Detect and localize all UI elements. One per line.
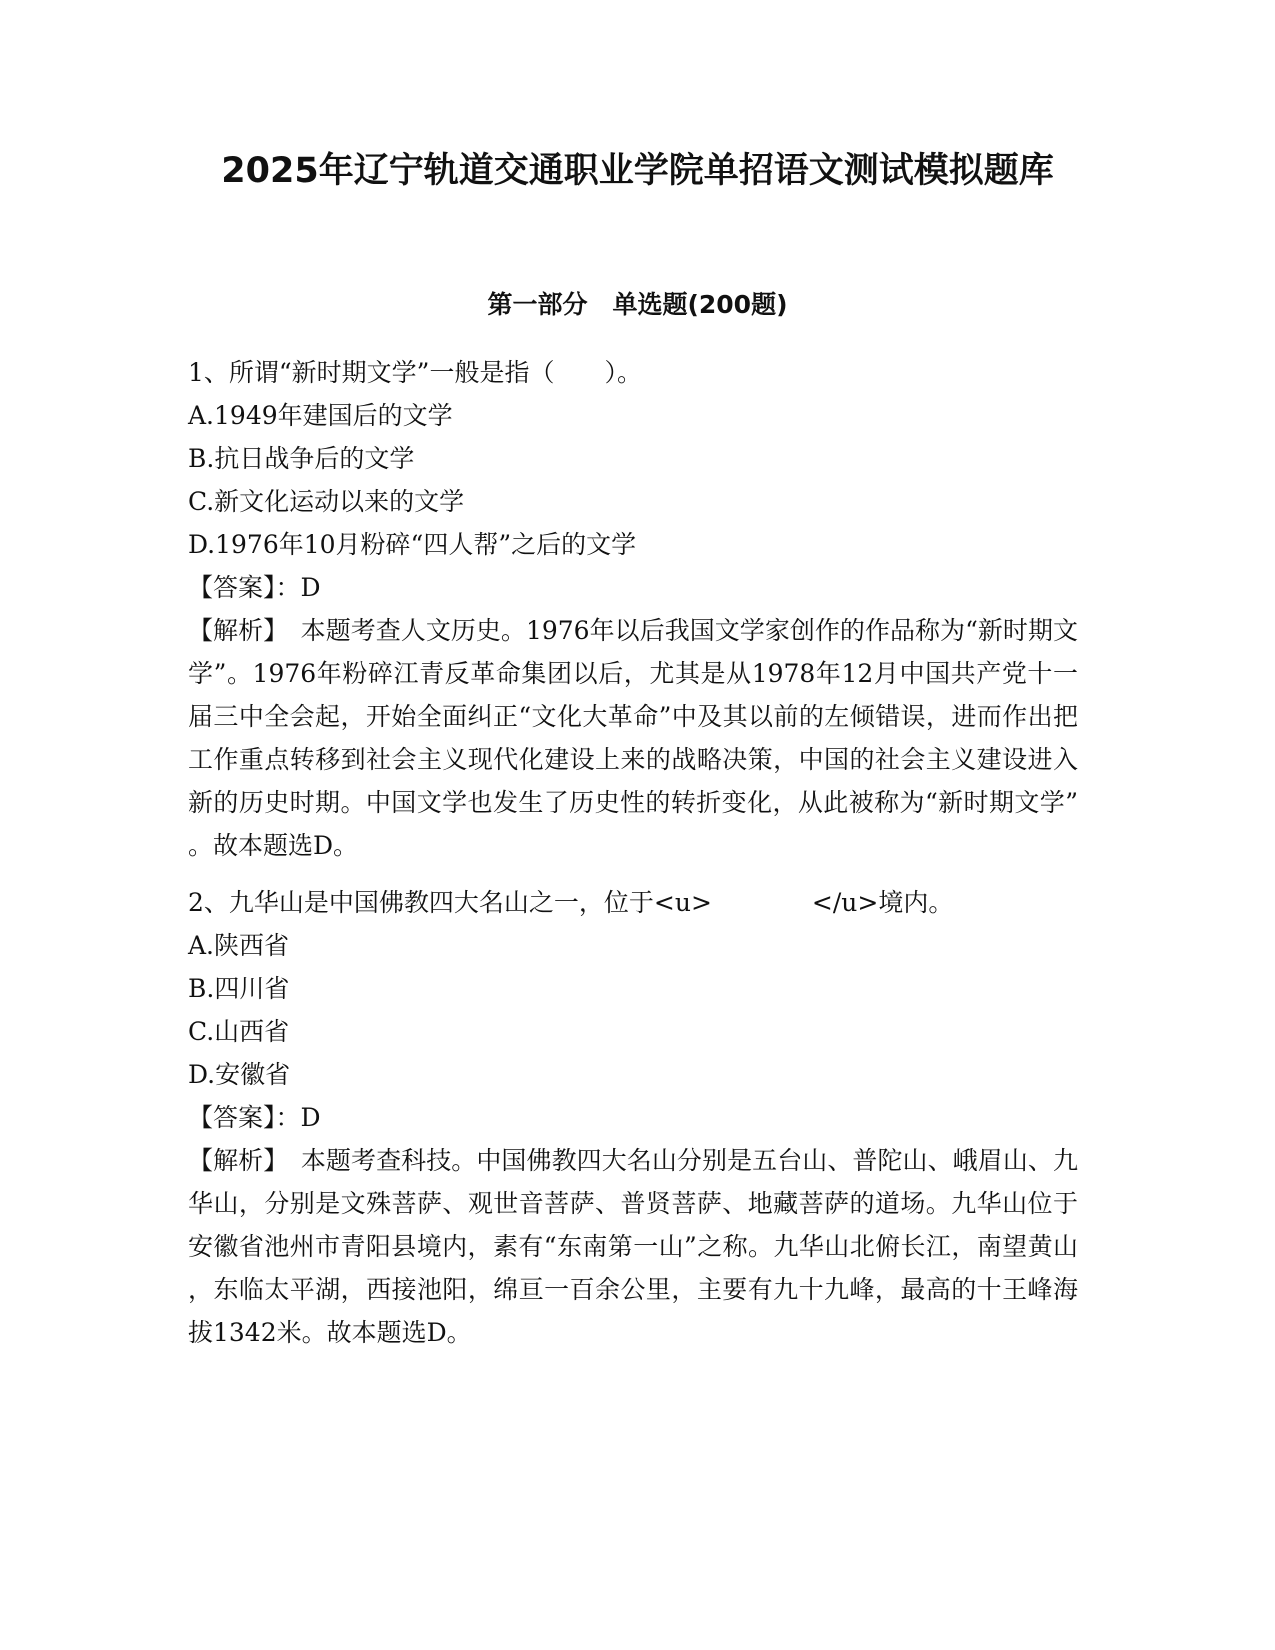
analysis-paragraph: 【解析】 本题考查科技。中国佛教四大名山分别是五台山、普陀山、峨眉山、九华山，分别是文殊菩萨、观世音菩萨、普贤菩萨、地藏菩萨的道场。九华山位于安徽省池州市青阳县境内，素有“东南第一山”之称。九华山北俯长江，南望黄山，东临太平湖，西接池阳，绵亘一百余公里，主要有九十九峰，最高的十王峰海拔1342米。故本题选D。 <box>188 1146 1078 1347</box>
question-2 <box>188 881 1078 1354</box>
question-list <box>188 351 1078 1354</box>
section-heading: 第一部分 单选题(200题) <box>487 290 788 319</box>
answer-line: 【答案】：D <box>188 1103 321 1132</box>
option-d: D.1976年10月粉碎“四人帮”之后的文学 <box>188 530 637 559</box>
option-c: C.山西省 <box>188 1017 290 1046</box>
question-1 <box>188 351 1078 867</box>
question-stem: 2、九华山是中国佛教四大名山之一，位于<u> </u>境内。 <box>188 888 954 917</box>
option-b: B.四川省 <box>188 974 290 1003</box>
option-b: B.抗日战争后的文学 <box>188 444 415 473</box>
option-c: C.新文化运动以来的文学 <box>188 487 465 516</box>
option-d: D.安徽省 <box>188 1060 291 1089</box>
document-title: 2025年辽宁轨道交通职业学院单招语文测试模拟题库 <box>221 151 1054 191</box>
analysis-paragraph: 【解析】 本题考查人文历史。1976年以后我国文学家创作的作品称为“新时期文学”。1976年粉碎江青反革命集团以后，尤其是从1978年12月中国共产党十一届三中全会起，开始全面纠正“文化大革命”中及其以前的左倾错误，进而作出把工作重点转移到社会主义现代化建设上来的战略决策，中国的社会主义建设进入新的历史时期。中国文学也发生了历史性的转折变化，从此被称为“新时期文学”。故本题选D。 <box>188 616 1078 860</box>
question-stem: 1、所谓“新时期文学”一般是指（ ）。 <box>188 358 642 387</box>
option-a: A.1949年建国后的文学 <box>188 401 453 430</box>
answer-line: 【答案】：D <box>188 573 321 602</box>
option-a: A.陕西省 <box>188 931 290 960</box>
